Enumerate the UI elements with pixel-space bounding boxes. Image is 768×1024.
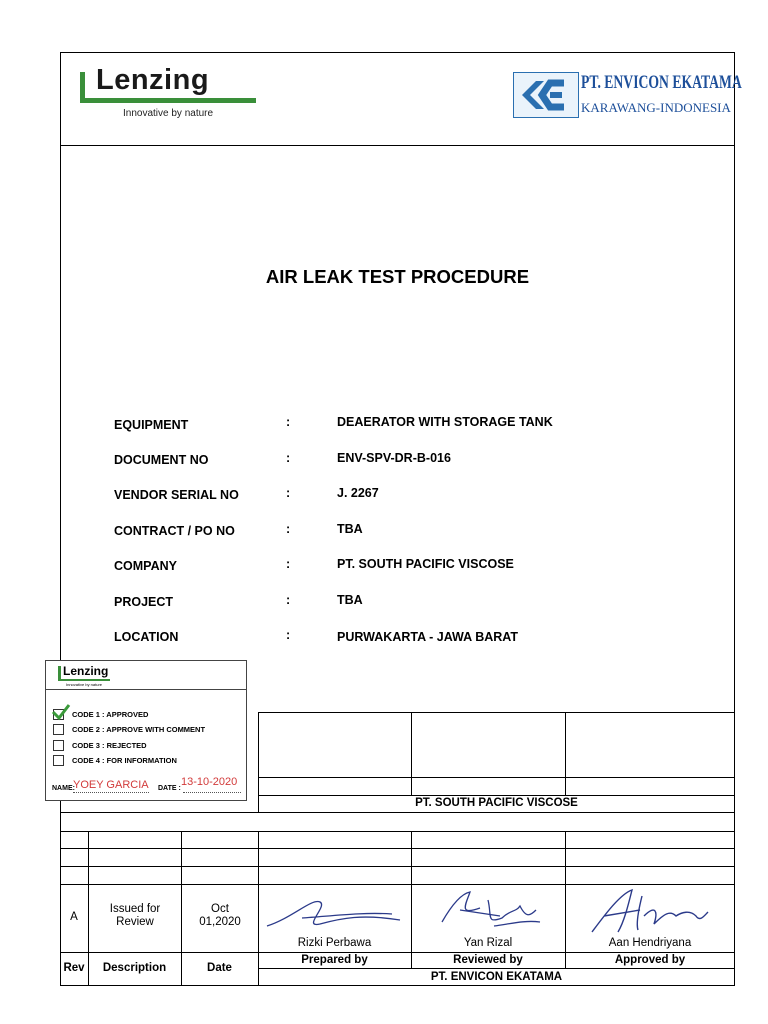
header-rev: Rev — [63, 962, 85, 974]
stamp-logo: Lenzing — [63, 664, 109, 678]
field-colon: : — [286, 486, 291, 500]
envicon-location: KARAWANG-INDONESIA — [581, 100, 731, 115]
stamp-date-label: DATE : — [158, 785, 181, 792]
header-description: Description — [102, 962, 167, 974]
footer-company: PT. ENVICON EKATAMA — [430, 971, 563, 983]
reviewed-by-name: Yan Rizal — [463, 937, 513, 949]
field-colon: : — [286, 451, 291, 465]
header-approved-by: Approved by — [614, 954, 686, 966]
field-label: LOCATION — [114, 630, 179, 644]
field-colon: : — [286, 628, 291, 642]
stamp-tagline: Innovative by nature — [66, 682, 103, 687]
envicon-name: PT. ENVICON EKATAMA — [581, 72, 742, 93]
header-prepared-by: Prepared by — [301, 954, 368, 966]
code4-label: CODE 4 : FOR INFORMATION — [72, 756, 177, 765]
stamp-name-value: YOEY GARCIA — [73, 779, 149, 791]
approved-by-name: Aan Hendriyana — [608, 937, 692, 949]
field-colon: : — [286, 593, 291, 607]
field-colon: : — [286, 522, 291, 536]
rev-code: A — [70, 911, 78, 923]
signature-approved — [584, 886, 714, 938]
prepared-by-name: Rizki Perbawa — [297, 937, 372, 949]
code2-checkbox[interactable] — [53, 724, 64, 735]
stamp-date-value: 13-10-2020 — [181, 776, 238, 788]
code3-label: CODE 3 : REJECTED — [72, 741, 147, 750]
header-divider — [60, 145, 735, 146]
document-frame — [60, 52, 735, 986]
field-value: TBA — [337, 593, 363, 607]
rev-date: Oct 01,2020 — [199, 903, 241, 928]
field-colon: : — [286, 557, 291, 571]
field-value: PURWAKARTA - JAWA BARAT — [337, 630, 519, 644]
stamp-name-label: NAME: — [52, 785, 75, 792]
field-colon: : — [286, 415, 291, 429]
lenzing-tagline: Innovative by nature — [123, 108, 214, 119]
field-value: PT. SOUTH PACIFIC VISCOSE — [337, 557, 514, 571]
field-label: DOCUMENT NO — [114, 453, 209, 467]
rev-description: Issued for Review — [109, 903, 161, 928]
stamp-header — [46, 661, 246, 690]
field-label: CONTRACT / PO NO — [114, 524, 235, 538]
code3-checkbox[interactable] — [53, 740, 64, 751]
code1-label: CODE 1 : APPROVED — [72, 710, 149, 719]
signature-reviewed — [430, 886, 550, 936]
lenzing-logo-text: Lenzing — [96, 64, 210, 96]
field-label: PROJECT — [114, 595, 174, 609]
field-label: COMPANY — [114, 559, 177, 573]
header-date: Date — [207, 962, 232, 974]
header-reviewed-by: Reviewed by — [453, 954, 523, 966]
field-label: EQUIPMENT — [114, 418, 189, 432]
field-value: TBA — [337, 522, 363, 536]
code4-checkbox[interactable] — [53, 755, 64, 766]
signature-prepared — [262, 888, 407, 936]
checkmark-icon — [51, 703, 71, 721]
code2-label: CODE 2 : APPROVE WITH COMMENT — [72, 725, 206, 734]
field-value: ENV-SPV-DR-B-016 — [337, 451, 451, 465]
field-value: J. 2267 — [337, 486, 379, 500]
client-company-name: PT. SOUTH PACIFIC VISCOSE — [415, 797, 578, 809]
field-value: DEAERATOR WITH STORAGE TANK — [337, 415, 553, 429]
approval-stamp — [45, 660, 247, 801]
field-label: VENDOR SERIAL NO — [114, 488, 239, 502]
document-title: AIR LEAK TEST PROCEDURE — [265, 266, 530, 287]
envicon-emblem-icon — [513, 72, 579, 118]
